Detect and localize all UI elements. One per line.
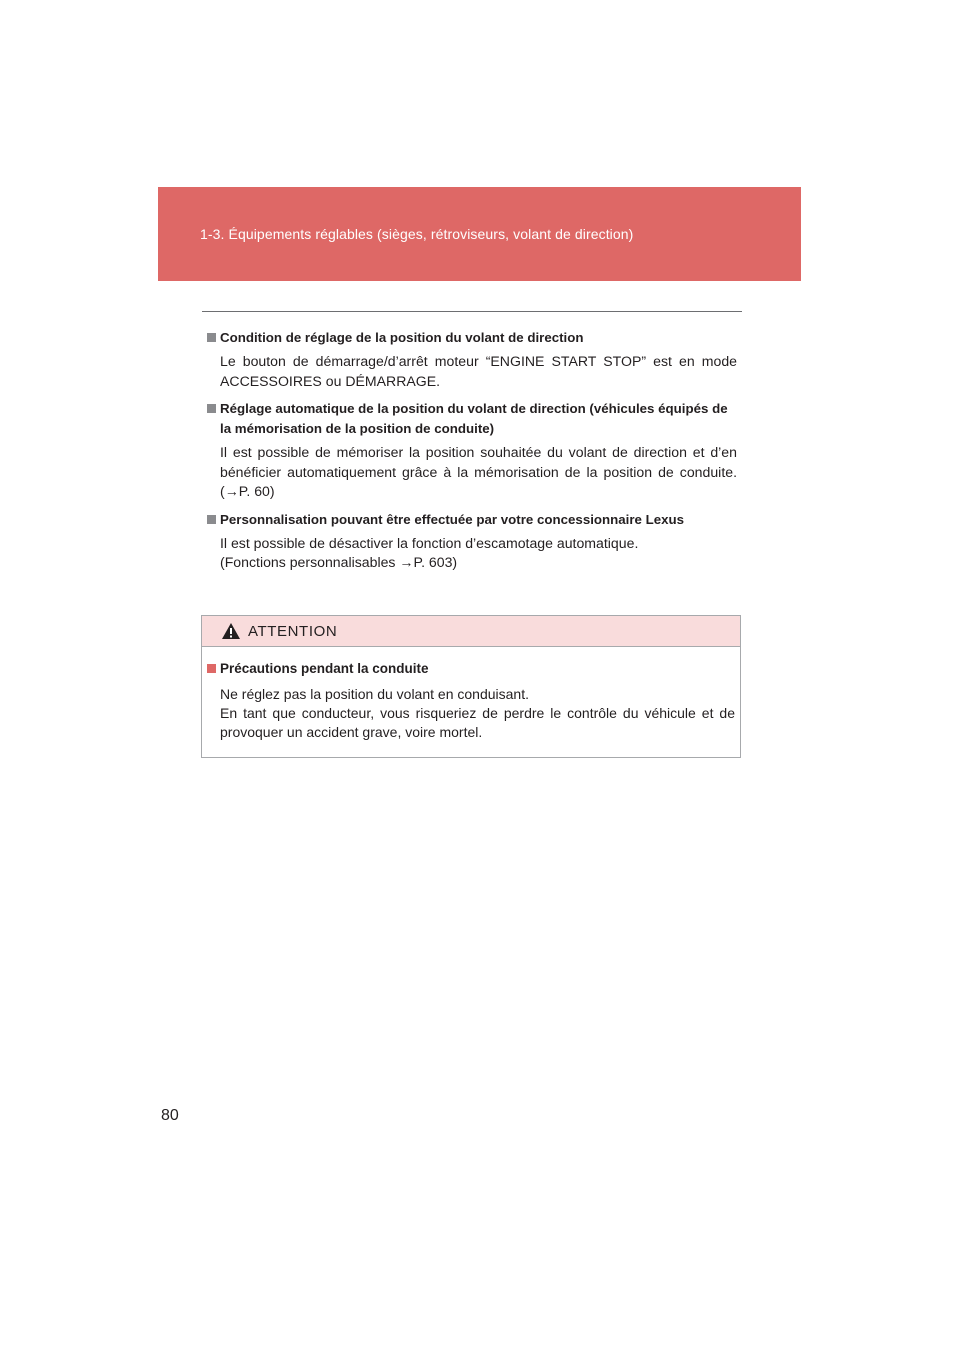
item-body (220, 534, 737, 573)
item-paragraph: Il est possible de mémoriser la position souhaitée du volant de direction et d’en bénéficier automatiquement grâce à la mémorisation de la position de conduite. (→P. 60) (220, 444, 737, 499)
warning-header (202, 616, 740, 647)
warning-heading-text: Précautions pendant la conduite (220, 661, 429, 676)
bullet-square-icon (207, 404, 216, 413)
item-body (220, 352, 737, 391)
warning-triangle-icon (221, 622, 241, 640)
item-paragraph: Le bouton de démarrage/d’arrêt moteur “ENGINE START STOP” est en mode ACCESSOIRES ou DÉMARRAGE. (220, 353, 737, 389)
info-item (207, 399, 737, 502)
item-heading-text: Condition de réglage de la position du volant de direction (220, 330, 584, 345)
warning-body (202, 647, 740, 742)
info-item (207, 510, 737, 573)
section-title: 1-3. Équipements réglables (sièges, rétroviseurs, volant de direction) (200, 226, 634, 242)
item-heading (207, 328, 737, 348)
item-heading-text: Personnalisation pouvant être effectuée par votre concessionnaire Lexus (220, 511, 685, 527)
warning-title: ATTENTION (248, 622, 338, 640)
item-heading-text: Réglage automatique de la position du volant de direction (véhicules équipés de la mémorisation de la position de conduite) (220, 401, 728, 436)
bullet-square-icon (207, 664, 216, 673)
item-heading (207, 510, 737, 530)
warning-item-body (220, 685, 735, 742)
item-paragraph: (Fonctions personnalisables →P. 603) (220, 554, 458, 570)
item-body (220, 443, 737, 502)
bullet-square-icon (207, 515, 216, 524)
item-heading (207, 399, 737, 439)
header-divider (202, 311, 742, 312)
warning-item-heading (207, 659, 735, 679)
section-header-band (158, 187, 801, 281)
warning-box (201, 615, 741, 758)
warning-paragraph: En tant que conducteur, vous risqueriez de perdre le contrôle du véhicule et de provoquer un accident grave, voire mortel. (220, 705, 735, 740)
main-content (207, 328, 737, 581)
item-paragraph: Il est possible de désactiver la fonction d’escamotage automatique. (220, 534, 639, 551)
bullet-square-icon (207, 333, 216, 342)
info-item (207, 328, 737, 391)
page-number: 80 (161, 1107, 179, 1124)
warning-paragraph: Ne réglez pas la position du volant en conduisant. (220, 686, 529, 702)
